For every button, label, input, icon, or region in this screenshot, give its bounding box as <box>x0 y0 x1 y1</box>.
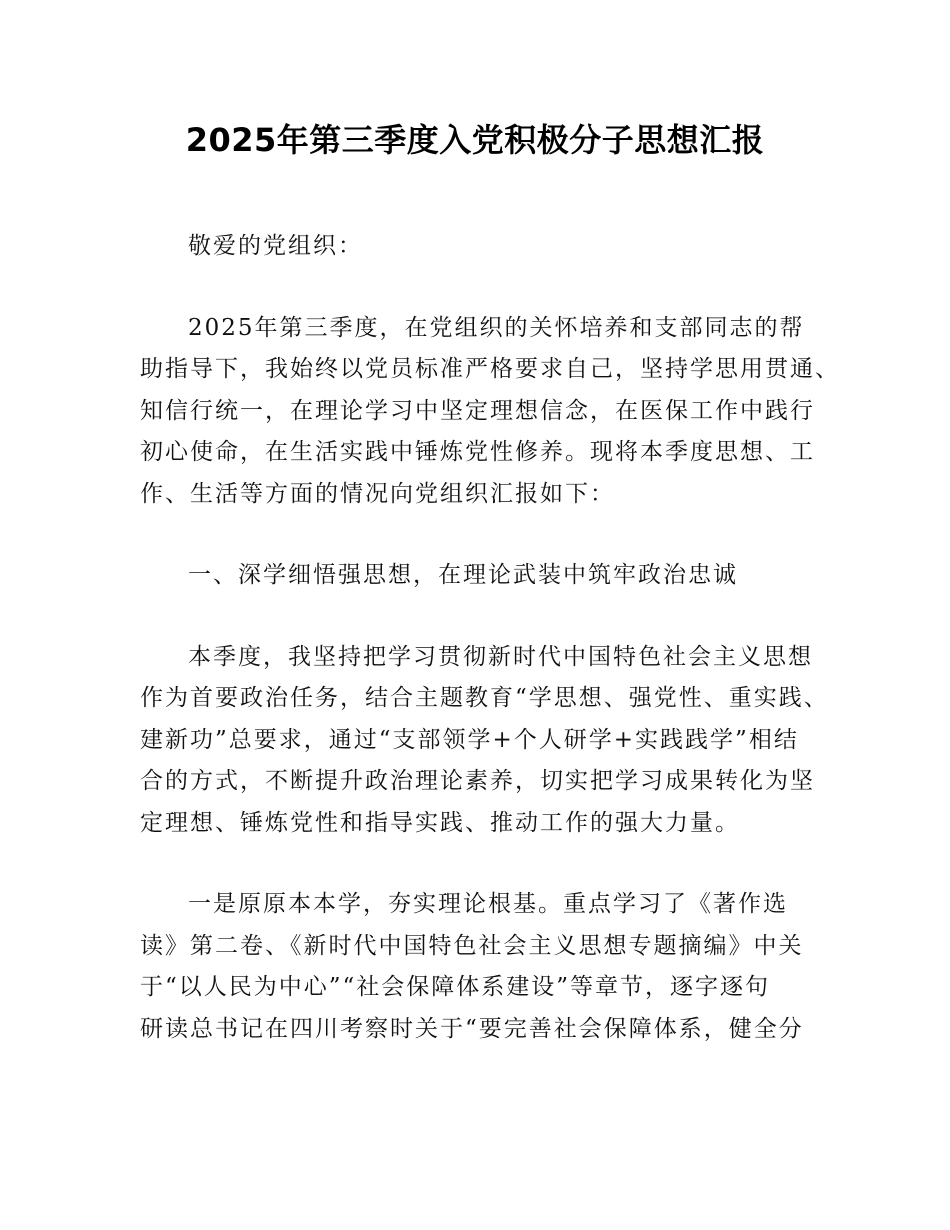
text-line: 作为首要政治任务，结合主题教育“学思想、强党性、重实践、 <box>140 685 829 711</box>
document-title: 2025年第三季度入党积极分子思想汇报 <box>185 121 765 159</box>
salutation <box>140 226 830 268</box>
text-line: 本季度，我坚持把学习贯彻新时代中国特色社会主义思想 <box>188 643 813 670</box>
text-line: 一是原原本本学，夯实理论根基。重点学习了《著作选 <box>188 891 788 917</box>
document-body <box>140 226 840 1050</box>
paragraph-intro <box>140 308 840 516</box>
paragraph-gap <box>140 844 830 884</box>
salutation-line: 敬爱的党组织： <box>188 233 363 259</box>
paragraph-gap <box>140 268 830 308</box>
section-heading <box>140 555 830 597</box>
text-line: 初心使命，在生活实践中锤炼党性修养。现将本季度思想、工 <box>140 439 815 465</box>
paragraph-point-one <box>140 884 830 1050</box>
section-heading-line: 一、深学细悟强思想，在理论武装中筑牢政治忠诚 <box>188 562 738 588</box>
text-line: 知信行统一，在理论学习中坚定理想信念，在医保工作中践行 <box>140 397 815 424</box>
text-line: 读》第二卷、《新时代中国特色社会主义思想专题摘编》中关 <box>140 932 804 959</box>
paragraph-gap <box>140 515 830 555</box>
text-line: 定理想、锤炼党性和指导实践、推动工作的强大力量。 <box>140 809 740 836</box>
text-line: 于“以人民为中心”“社会保障体系建设”等章节，逐字逐句 <box>140 974 771 1000</box>
paragraph-study <box>140 637 830 845</box>
text-line: 作、生活等方面的情况向党组织汇报如下： <box>140 480 615 507</box>
text-line: 研读总书记在四川考察时关于“要完善社会保障体系，健全分 <box>140 1015 804 1042</box>
text-line: 合的方式，不断提升政治理论素养，切实把学习成果转化为坚 <box>140 768 815 794</box>
text-line: 助指导下，我始终以党员标准严格要求自己，坚持学思用贯通、 <box>140 356 840 382</box>
text-line: 建新功”总要求，通过“支部领学+个人研学+实践践学”相结 <box>140 726 799 753</box>
paragraph-gap <box>140 597 830 637</box>
text-line: 2025年第三季度，在党组织的关怀培养和支部同志的帮 <box>188 314 805 341</box>
